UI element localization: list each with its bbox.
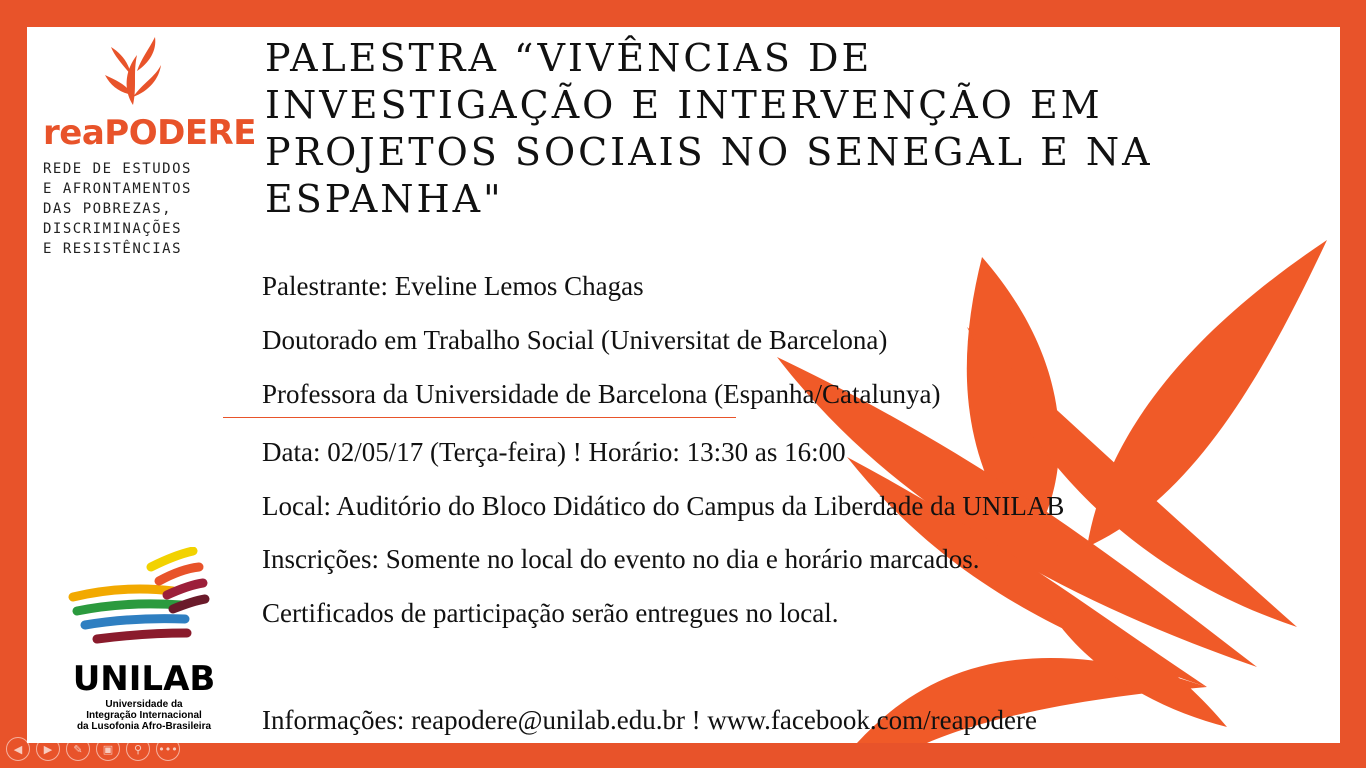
- reapodere-logo: [41, 35, 256, 257]
- unilab-wordmark: UNILAB: [72, 659, 216, 699]
- position-line: Professora da Universidade de Barcelona (Espanha/Catalunya): [262, 379, 941, 409]
- unilab-subtitle: Universidade da Integração Internacional da Lusofonia Afro-Brasileira: [76, 699, 212, 732]
- next-icon[interactable]: ▶: [36, 737, 60, 761]
- flame-icon: [103, 35, 163, 107]
- presentation-toolbar: [6, 737, 180, 763]
- pen-icon[interactable]: ✎: [66, 737, 90, 761]
- certificates-line: Certificados de participação serão entregues no local.: [262, 598, 839, 628]
- previous-icon[interactable]: ◀: [6, 737, 30, 761]
- more-icon[interactable]: •••: [156, 737, 180, 761]
- unilab-logo: [45, 547, 245, 737]
- speaker-line: Palestrante: Eveline Lemos Chagas: [262, 271, 644, 301]
- zoom-icon[interactable]: ⚲: [126, 737, 150, 761]
- registration-line: Inscrições: Somente no local do evento no dia e horário marcados.: [262, 544, 980, 574]
- location-line: Local: Auditório do Bloco Didático do Campus da Liberdade da UNILAB: [262, 491, 1065, 521]
- info-line: Informações: reapodere@unilab.edu.br ! www.facebook.com/reapodere: [262, 705, 1038, 735]
- reapodere-wordmark: reaPODERE: [43, 113, 256, 153]
- divider: [223, 417, 736, 418]
- reapodere-tagline: REDE DE ESTUDOS E AFRONTAMENTOS DAS POBREZAS, DISCRIMINAÇÕES E RESISTÊNCIAS: [43, 161, 192, 257]
- degree-line: Doutorado em Trabalho Social (Universitat de Barcelona): [262, 325, 888, 355]
- unilab-emblem-icon: [63, 547, 213, 657]
- slide-title: PALESTRA “VIVÊNCIAS DE INVESTIGAÇÃO E INTERVENÇÃO EM PROJETOS SOCIAIS NO SENEGAL E NA ESPANHA": [265, 36, 1153, 221]
- slides-icon[interactable]: ▣: [96, 737, 120, 761]
- slide: [27, 27, 1340, 743]
- date-line: Data: 02/05/17 (Terça-feira) ! Horário: 13:30 as 16:00: [262, 437, 846, 467]
